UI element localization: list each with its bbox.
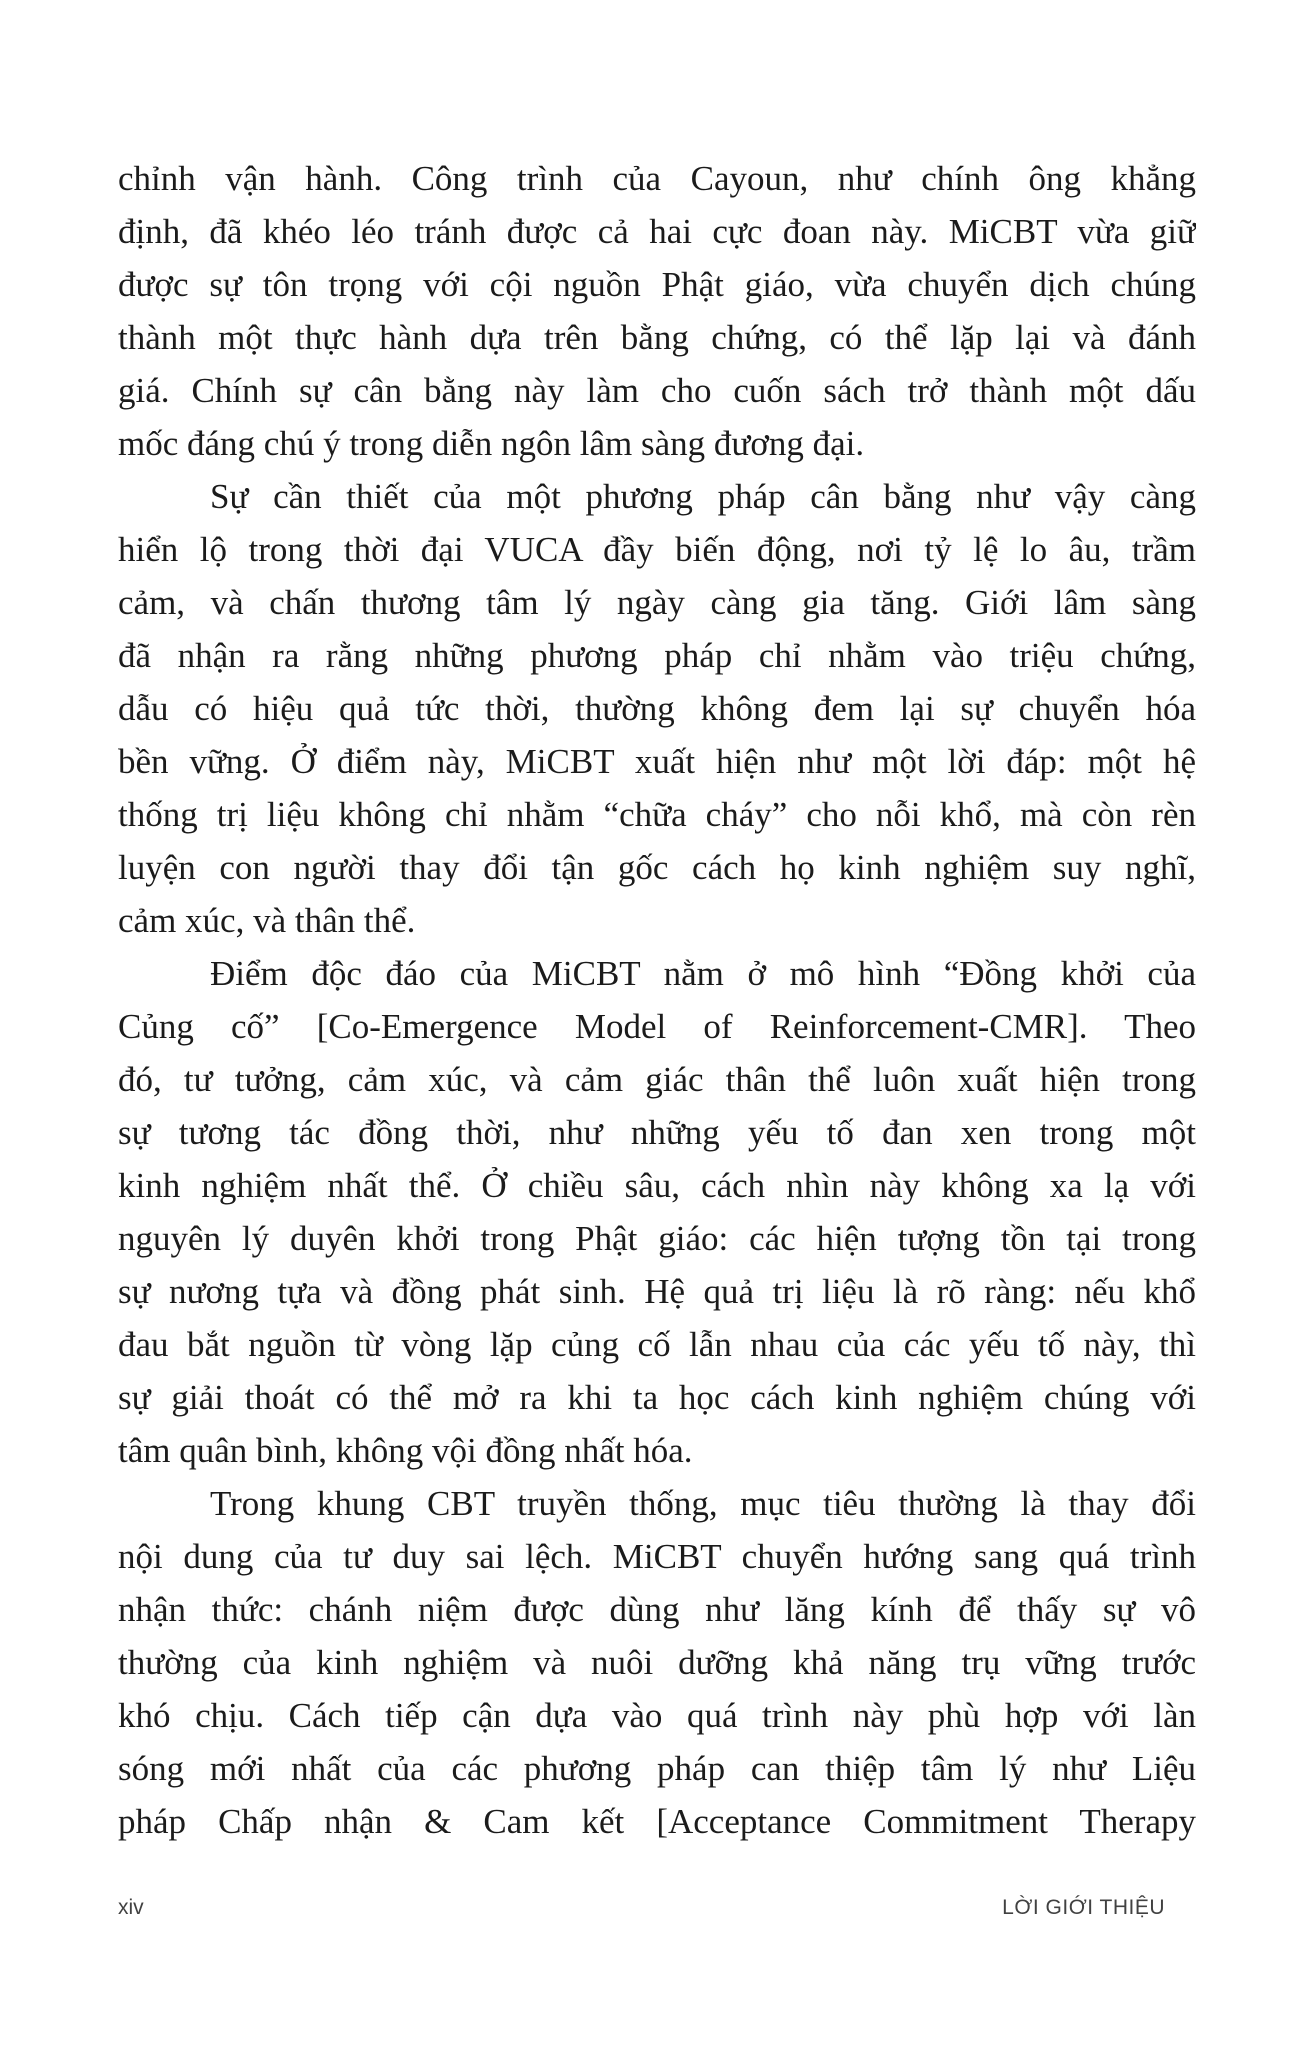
text-line: sự giải thoát có thể mở ra khi ta học cách kinh nghiệm chúng với: [118, 1378, 1196, 1417]
paragraph: [118, 152, 1196, 470]
page-footer: [118, 1896, 1165, 1920]
text-line: sóng mới nhất của các phương pháp can thiệp tâm lý như Liệu: [118, 1749, 1196, 1788]
paragraph: [118, 1477, 1196, 1848]
text-line: sự tương tác đồng thời, như những yếu tố đan xen trong một: [118, 1113, 1196, 1152]
text-line: thành một thực hành dựa trên bằng chứng, có thể lặp lại và đánh: [118, 318, 1196, 357]
paragraph: [118, 947, 1196, 1477]
text-line: thường của kinh nghiệm và nuôi dưỡng khả năng trụ vững trước: [118, 1643, 1196, 1682]
text-line: nhận thức: chánh niệm được dùng như lăng kính để thấy sự vô: [118, 1590, 1196, 1629]
text-line: kinh nghiệm nhất thể. Ở chiều sâu, cách nhìn này không xa lạ với: [118, 1166, 1196, 1205]
paragraph: [118, 470, 1196, 947]
text-line: cảm, và chấn thương tâm lý ngày càng gia tăng. Giới lâm sàng: [118, 583, 1196, 622]
text-line: chỉnh vận hành. Công trình của Cayoun, như chính ông khẳng: [118, 159, 1196, 198]
page-body: [118, 152, 1196, 1848]
text-line: luyện con người thay đổi tận gốc cách họ kinh nghiệm suy nghĩ,: [118, 848, 1196, 887]
text-line: Củng cố” [Co-Emergence Model of Reinforcement-CMR]. Theo: [118, 1007, 1196, 1046]
text-line: cảm xúc, và thân thể.: [118, 901, 416, 940]
text-line: khó chịu. Cách tiếp cận dựa vào quá trình này phù hợp với làn: [118, 1696, 1196, 1735]
text-line: đã nhận ra rằng những phương pháp chỉ nhằm vào triệu chứng,: [118, 636, 1196, 675]
running-head-section-title: LỜI GIỚI THIỆU: [1002, 1896, 1165, 1919]
text-line: bền vững. Ở điểm này, MiCBT xuất hiện như một lời đáp: một hệ: [118, 742, 1196, 781]
text-line: Điểm độc đáo của MiCBT nằm ở mô hình “Đồng khởi của: [210, 954, 1196, 993]
text-line: nội dung của tư duy sai lệch. MiCBT chuyển hướng sang quá trình: [118, 1537, 1196, 1576]
text-line: giá. Chính sự cân bằng này làm cho cuốn sách trở thành một dấu: [118, 371, 1196, 410]
text-line: được sự tôn trọng với cội nguồn Phật giáo, vừa chuyển dịch chúng: [118, 265, 1196, 304]
text-line: thống trị liệu không chỉ nhằm “chữa cháy” cho nỗi khổ, mà còn rèn: [118, 795, 1196, 834]
text-line: nguyên lý duyên khởi trong Phật giáo: các hiện tượng tồn tại trong: [118, 1219, 1196, 1258]
text-line: đau bắt nguồn từ vòng lặp củng cố lẫn nhau của các yếu tố này, thì: [118, 1325, 1196, 1364]
text-line: Trong khung CBT truyền thống, mục tiêu thường là thay đổi: [210, 1484, 1196, 1523]
text-line: mốc đáng chú ý trong diễn ngôn lâm sàng đương đại.: [118, 424, 865, 463]
text-line: pháp Chấp nhận & Cam kết [Acceptance Commitment Therapy: [118, 1802, 1196, 1841]
text-line: định, đã khéo léo tránh được cả hai cực đoan này. MiCBT vừa giữ: [118, 212, 1196, 251]
page-number: xiv: [118, 1896, 144, 1919]
text-line: Sự cần thiết của một phương pháp cân bằng như vậy càng: [210, 477, 1196, 516]
paragraphs-container: [118, 152, 1196, 1848]
text-line: sự nương tựa và đồng phát sinh. Hệ quả trị liệu là rõ ràng: nếu khổ: [118, 1272, 1196, 1311]
text-line: dẫu có hiệu quả tức thời, thường không đem lại sự chuyển hóa: [118, 689, 1196, 728]
text-line: hiển lộ trong thời đại VUCA đầy biến động, nơi tỷ lệ lo âu, trầm: [118, 530, 1196, 569]
text-line: đó, tư tưởng, cảm xúc, và cảm giác thân thể luôn xuất hiện trong: [118, 1060, 1196, 1099]
text-line: tâm quân bình, không vội đồng nhất hóa.: [118, 1431, 693, 1470]
